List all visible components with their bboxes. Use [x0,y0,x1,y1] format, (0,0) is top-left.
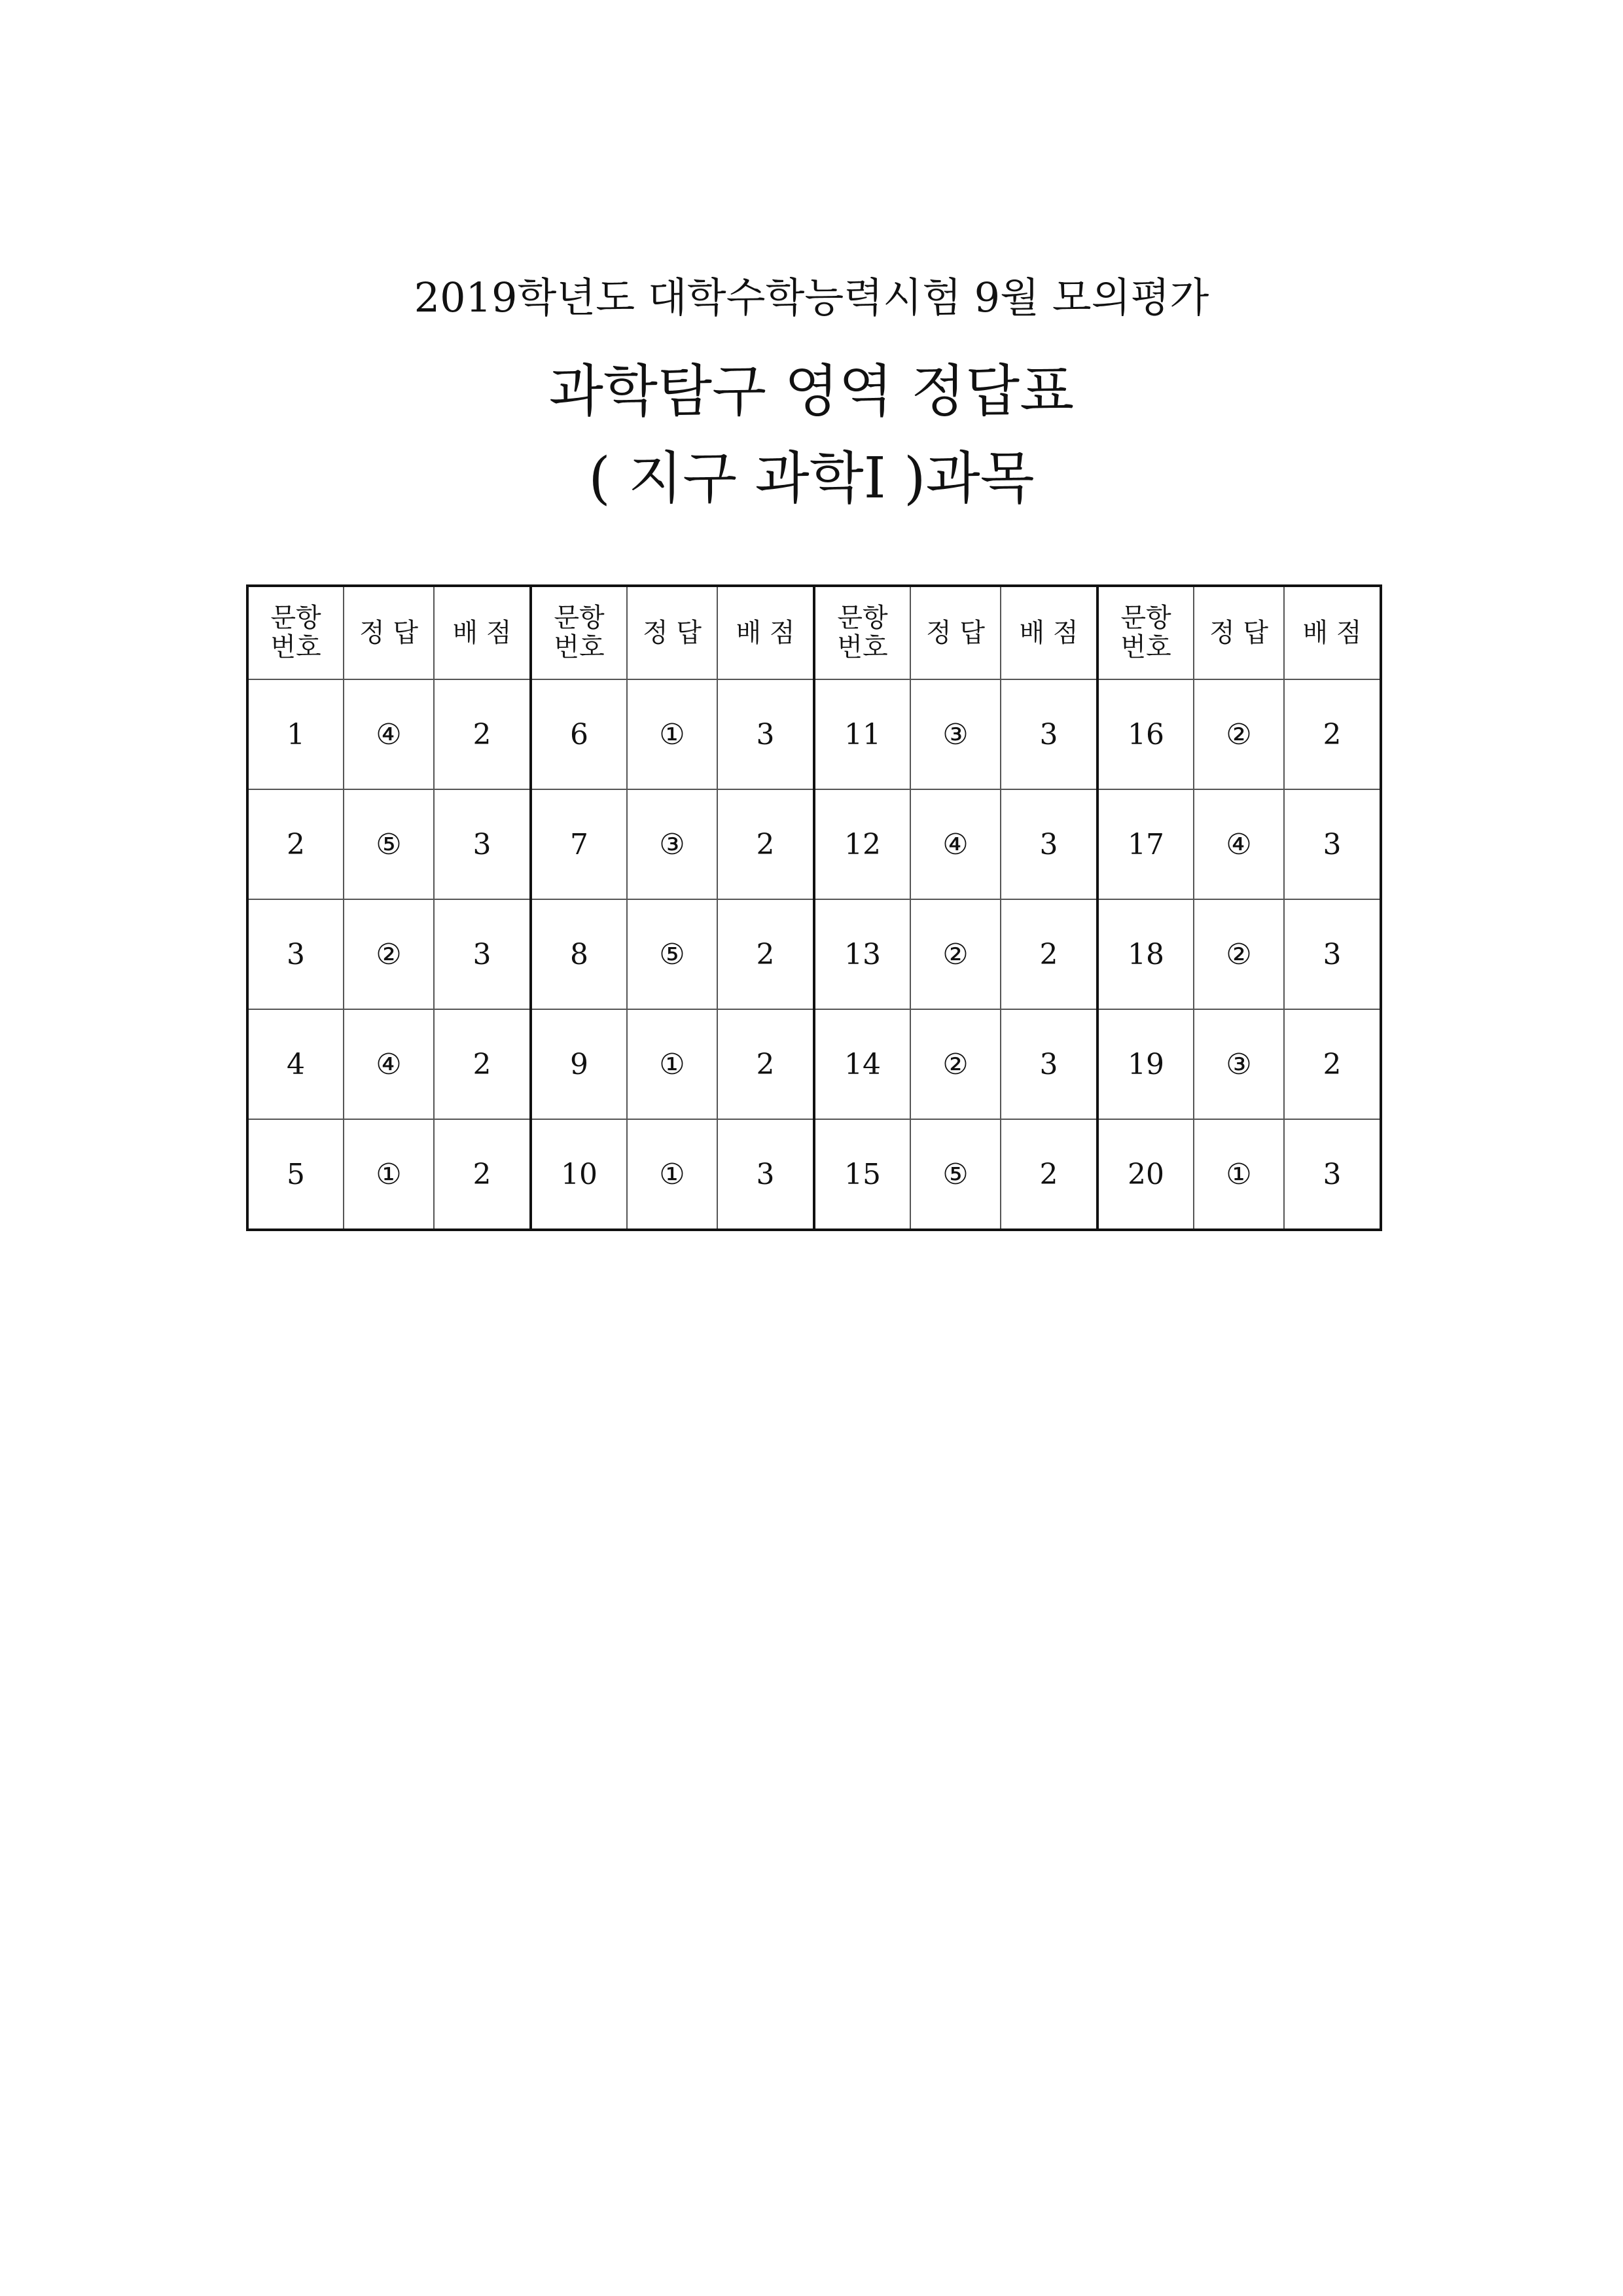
answer-cell: ④ [1194,789,1284,899]
points-cell: 2 [1001,1119,1097,1230]
question-number-cell: 19 [1097,1009,1194,1119]
points-cell: 3 [1284,789,1381,899]
points-cell: 2 [1284,1009,1381,1119]
answer-cell: ③ [1194,1009,1284,1119]
points-cell: 3 [1001,789,1097,899]
header-points: 배 점 [434,586,531,679]
answer-cell: ① [1194,1119,1284,1230]
table-row [247,789,1381,899]
answer-cell: ④ [344,679,434,789]
points-cell: 3 [1284,899,1381,1009]
points-cell: 3 [1001,679,1097,789]
question-number-cell: 8 [531,899,627,1009]
question-number-cell: 9 [531,1009,627,1119]
question-number-cell: 20 [1097,1119,1194,1230]
header-points: 배 점 [1001,586,1097,679]
answer-cell: ① [627,1119,717,1230]
table-row [247,1119,1381,1230]
points-cell: 2 [1284,679,1381,789]
header-question-number: 문항 번호 [531,586,627,679]
table-row [247,899,1381,1009]
points-cell: 2 [434,679,531,789]
question-number-cell: 18 [1097,899,1194,1009]
question-number-cell: 12 [814,789,910,899]
question-number-cell: 16 [1097,679,1194,789]
answer-cell: ② [1194,899,1284,1009]
answer-cell: ⑤ [344,789,434,899]
header-question-number: 문항 번호 [814,586,910,679]
answer-cell: ② [344,899,434,1009]
points-cell: 3 [1001,1009,1097,1119]
answer-cell: ③ [910,679,1001,789]
question-number-cell: 6 [531,679,627,789]
points-cell: 3 [717,679,814,789]
header-answer: 정 답 [910,586,1001,679]
points-cell: 2 [717,789,814,899]
answer-cell: ④ [344,1009,434,1119]
points-cell: 2 [1001,899,1097,1009]
header-answer: 정 답 [344,586,434,679]
points-cell: 2 [717,899,814,1009]
question-number-cell: 1 [247,679,344,789]
points-cell: 3 [717,1119,814,1230]
exam-subtitle: 2019학년도 대학수학능력시험 9월 모의평가 [414,274,1209,321]
page-title: 과학탐구 영역 정답표 [548,359,1075,424]
points-cell: 2 [434,1009,531,1119]
table-header-row [247,586,1381,679]
answer-cell: ⑤ [910,1119,1001,1230]
answer-cell: ④ [910,789,1001,899]
header-answer: 정 답 [1194,586,1284,679]
question-number-cell: 11 [814,679,910,789]
question-number-cell: 4 [247,1009,344,1119]
subject-title: ( 지구 과학Ⅰ )과목 [588,446,1035,511]
table-row [247,679,1381,789]
answer-cell: ① [627,679,717,789]
table-row [247,1009,1381,1119]
header-question-number: 문항 번호 [1097,586,1194,679]
answer-key-body [247,586,1381,1230]
question-number-cell: 13 [814,899,910,1009]
question-number-cell: 14 [814,1009,910,1119]
question-number-cell: 3 [247,899,344,1009]
answer-cell: ③ [627,789,717,899]
question-number-cell: 5 [247,1119,344,1230]
points-cell: 2 [717,1009,814,1119]
answer-cell: ① [627,1009,717,1119]
answer-cell: ② [910,1009,1001,1119]
answer-cell: ② [910,899,1001,1009]
answer-cell: ② [1194,679,1284,789]
answer-cell: ① [344,1119,434,1230]
answer-key-table [246,584,1382,1231]
answer-cell: ⑤ [627,899,717,1009]
question-number-cell: 7 [531,789,627,899]
question-number-cell: 15 [814,1119,910,1230]
header-points: 배 점 [717,586,814,679]
points-cell: 3 [1284,1119,1381,1230]
points-cell: 3 [434,899,531,1009]
header-points: 배 점 [1284,586,1381,679]
header-question-number: 문항 번호 [247,586,344,679]
question-number-cell: 10 [531,1119,627,1230]
header-answer: 정 답 [627,586,717,679]
question-number-cell: 17 [1097,789,1194,899]
points-cell: 2 [434,1119,531,1230]
question-number-cell: 2 [247,789,344,899]
points-cell: 3 [434,789,531,899]
